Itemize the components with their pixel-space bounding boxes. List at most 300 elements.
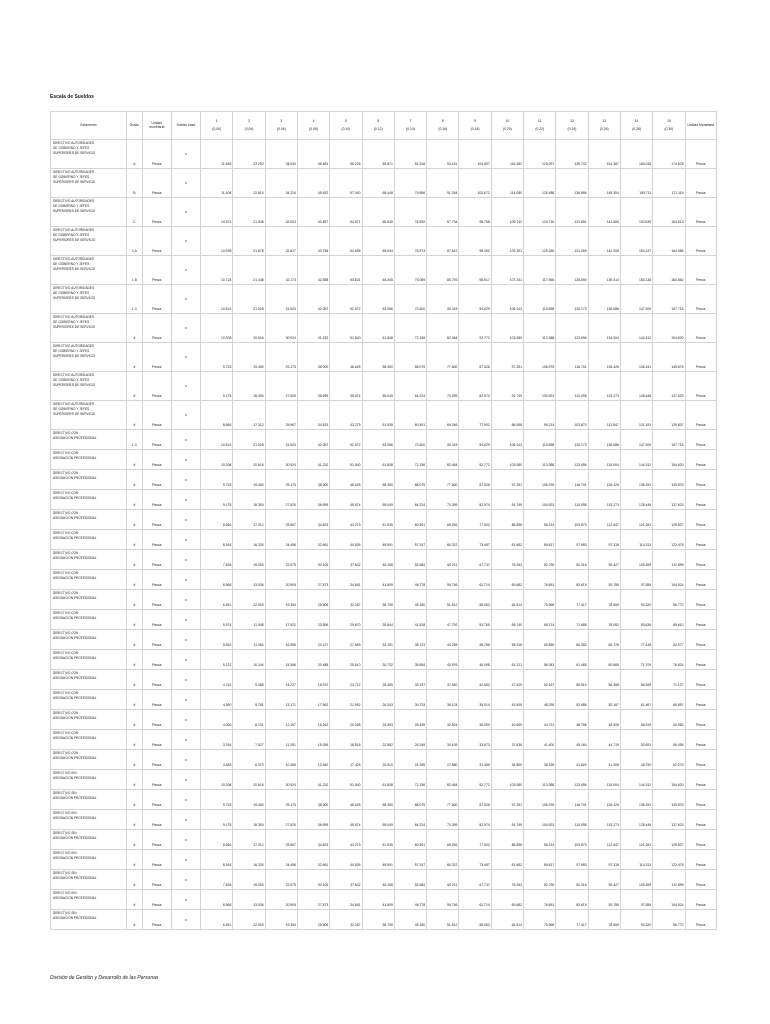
value-cell: 73.600: [394, 430, 426, 450]
estamento-line: ASIGNACION PROFESIONAL: [53, 596, 97, 600]
unidad-monetaria-end-cell: Pesos: [685, 630, 717, 650]
value-cell: 120.716: [524, 198, 556, 227]
estamento-line: SUPERIORES DE SERVICIO: [53, 354, 96, 358]
estamento-cell: [51, 570, 127, 590]
value-cell: 43.279: [330, 401, 362, 430]
value-cell: 6.451: [201, 590, 233, 610]
value-cell: 3.485: [201, 750, 233, 770]
table-row: [51, 650, 717, 670]
table-row: [51, 285, 717, 314]
value-cell: 122.478: [653, 850, 685, 870]
value-cell: 131.269: [556, 227, 588, 256]
grado-cell: #: [127, 830, 143, 850]
value-cell: 4.742: [201, 670, 233, 690]
value-cell: 48.786: [556, 710, 588, 730]
value-cell: 77.417: [556, 910, 588, 930]
value-cell: 9.175: [201, 810, 233, 830]
value-cell: 65.322: [427, 530, 459, 550]
value-cell: 56.343: [524, 650, 556, 670]
value-cell: 18.970: [297, 670, 329, 690]
value-cell: 163.033: [620, 140, 652, 169]
value-cell: 42.057: [297, 430, 329, 450]
table-row: [51, 256, 717, 285]
value-cell: 41.232: [297, 770, 329, 790]
sueldo-base-cell: #: [171, 750, 200, 770]
header-grado: Grado: [127, 112, 143, 140]
value-cell: 41.818: [394, 610, 426, 630]
value-cell: 11.845: [201, 140, 233, 169]
value-cell: 65.845: [362, 198, 394, 227]
value-cell: 58.350: [362, 790, 394, 810]
table-row: [51, 670, 717, 690]
value-cell: 90.316: [556, 870, 588, 890]
estamento-line: ASIGNACION PROFESIONAL: [53, 516, 97, 520]
value-cell: 36.699: [297, 490, 329, 510]
value-cell: 48.625: [330, 470, 362, 490]
value-cell: 128.448: [620, 372, 652, 401]
estamento-cell: [51, 490, 127, 510]
value-cell: 26.345: [394, 730, 426, 750]
value-cell: 84.115: [427, 430, 459, 450]
value-cell: 40.976: [427, 650, 459, 670]
value-cell: 60.850: [524, 630, 556, 650]
value-cell: 110.098: [556, 372, 588, 401]
value-cell: 112.895: [653, 870, 685, 890]
value-cell: 32.257: [330, 590, 362, 610]
value-cell: 20.616: [233, 770, 265, 790]
header-col-6: 6 (0,12): [362, 112, 394, 140]
estamento-line: DIRECTIVO CON: [53, 571, 79, 575]
estamento-cell: [51, 630, 127, 650]
sueldo-base-cell: #: [171, 470, 200, 490]
estamento-line: DIRECTIVO AUTORIDADES: [53, 257, 95, 261]
table-row: [51, 910, 717, 930]
value-cell: 92.798: [588, 570, 620, 590]
estamento-line: DIRECTIVO SIN: [53, 771, 77, 775]
value-cell: 100.923: [524, 810, 556, 830]
value-cell: 63.086: [362, 285, 394, 314]
value-cell: 52.684: [394, 870, 426, 890]
value-cell: 51.540: [330, 314, 362, 343]
value-cell: 54.871: [330, 198, 362, 227]
table-row: [51, 430, 717, 450]
value-cell: 49.786: [459, 630, 491, 650]
value-cell: 137.623: [653, 372, 685, 401]
table-row: [51, 690, 717, 710]
value-cell: 16.596: [265, 630, 297, 650]
sueldo-base-cell: #: [171, 343, 200, 372]
value-cell: 151.387: [588, 140, 620, 169]
value-cell: 16.330: [233, 850, 265, 870]
value-cell: 113.388: [524, 770, 556, 790]
estamento-line: SUPERIORES DE SERVICIO: [53, 151, 96, 155]
sueldo-base-cell: #: [171, 710, 200, 730]
value-cell: 134.004: [588, 450, 620, 470]
value-cell: 144.312: [620, 314, 652, 343]
table-row: [51, 510, 717, 530]
value-cell: 18.350: [233, 810, 265, 830]
sueldo-base-cell: #: [171, 770, 200, 790]
sueldo-base-cell: #: [171, 285, 200, 314]
value-cell: 136.151: [620, 470, 652, 490]
value-cell: 41.400: [524, 730, 556, 750]
value-cell: 25.967: [265, 830, 297, 850]
value-cell: 65.714: [524, 610, 556, 630]
value-cell: 81.652: [491, 530, 523, 550]
value-cell: 21.448: [233, 256, 265, 285]
value-cell: 92.772: [459, 450, 491, 470]
unidad-monetaria-cell: Pesos: [142, 490, 171, 510]
table-row: [51, 750, 717, 770]
value-cell: 73.399: [427, 372, 459, 401]
value-cell: 11.948: [233, 610, 265, 630]
value-cell: 56.358: [588, 670, 620, 690]
value-cell: 58.063: [459, 910, 491, 930]
value-cell: 126.426: [588, 343, 620, 372]
value-cell: 38.900: [297, 470, 329, 490]
value-cell: 126.172: [556, 285, 588, 314]
unidad-monetaria-end-cell: Pesos: [685, 810, 717, 830]
unidad-monetaria-end-cell: Pesos: [685, 850, 717, 870]
value-cell: 10.455: [265, 750, 297, 770]
value-cell: 171.119: [653, 169, 685, 198]
value-cell: 45.632: [297, 169, 329, 198]
table-row: [51, 850, 717, 870]
estamento-line: ASIGNACION PROFESIONAL: [53, 616, 97, 620]
estamento-line: DIRECTIVO CON: [53, 751, 79, 755]
value-cell: 19.450: [233, 790, 265, 810]
unidad-monetaria-end-cell: Pesos: [685, 314, 717, 343]
value-cell: 42.682: [459, 670, 491, 690]
value-cell: 22.582: [362, 730, 394, 750]
estamento-line: SUPERIORES DE SERVICIO: [53, 180, 96, 184]
unidad-monetaria-end-cell: Pesos: [685, 770, 717, 790]
value-cell: 60.868: [588, 650, 620, 670]
grado-cell: #: [127, 850, 143, 870]
unidad-monetaria-end-cell: Pesos: [685, 198, 717, 227]
value-cell: 72.156: [394, 770, 426, 790]
value-cell: 29.175: [265, 790, 297, 810]
estamento-line: DE GOBIERNO Y JEFES: [53, 349, 90, 353]
sueldo-base-cell: #: [171, 550, 200, 570]
value-cell: 13.940: [297, 750, 329, 770]
value-cell: 136.686: [588, 285, 620, 314]
value-cell: 61.848: [362, 314, 394, 343]
value-cell: 29.175: [265, 470, 297, 490]
value-cell: 93.161: [427, 140, 459, 169]
estamento-cell: [51, 730, 127, 750]
unidad-monetaria-end-cell: Pesos: [685, 690, 717, 710]
estamento-line: SUPERIORES DE SERVICIO: [53, 325, 96, 329]
header-col-12: 12 (0,24): [556, 112, 588, 140]
value-cell: 48.991: [362, 530, 394, 550]
value-cell: 45.158: [362, 870, 394, 890]
value-cell: 116.701: [556, 470, 588, 490]
table-row: [51, 730, 717, 750]
value-cell: 53.765: [459, 610, 491, 630]
value-cell: 55.049: [362, 810, 394, 830]
unidad-monetaria-cell: Pesos: [142, 169, 171, 198]
unidad-monetaria-cell: Pesos: [142, 870, 171, 890]
value-cell: 91.264: [427, 169, 459, 198]
value-cell: 42.898: [297, 256, 329, 285]
value-cell: 67.737: [459, 870, 491, 890]
sueldo-base-cell: #: [171, 227, 200, 256]
estamento-line: DIRECTIVO CON: [53, 671, 79, 675]
value-cell: 52.167: [588, 690, 620, 710]
value-cell: 19.354: [265, 590, 297, 610]
unidad-monetaria-end-cell: Pesos: [685, 530, 717, 550]
value-cell: 68.075: [394, 790, 426, 810]
estamento-line: ASIGNACION PROFESIONAL: [53, 496, 97, 500]
value-cell: 89.610: [653, 610, 685, 630]
estamento-line: ASIGNACION PROFESIONAL: [53, 796, 97, 800]
estamento-cell: [51, 750, 127, 770]
value-cell: 119.273: [588, 810, 620, 830]
value-cell: 32.524: [427, 710, 459, 730]
value-cell: 89.817: [524, 530, 556, 550]
value-cell: 78.082: [588, 610, 620, 630]
estamento-line: DE GOBIERNO Y JEFES: [53, 291, 90, 295]
value-cell: 27.525: [265, 372, 297, 401]
value-cell: 61.467: [620, 690, 652, 710]
estamento-cell: [51, 401, 127, 430]
unidad-monetaria-end-cell: Pesos: [685, 256, 717, 285]
value-cell: 102.672: [459, 169, 491, 198]
value-cell: 5.974: [201, 610, 233, 630]
value-cell: 110.098: [556, 810, 588, 830]
estamento-cell: [51, 285, 127, 314]
value-cell: 52.275: [653, 750, 685, 770]
value-cell: 72.156: [394, 314, 426, 343]
value-cell: 70.966: [524, 590, 556, 610]
value-cell: 84.115: [427, 285, 459, 314]
value-cell: 83.619: [556, 890, 588, 910]
unidad-monetaria-cell: Pesos: [142, 630, 171, 650]
value-cell: 82.574: [459, 810, 491, 830]
value-cell: 13.936: [233, 570, 265, 590]
value-cell: 87.794: [427, 198, 459, 227]
value-cell: 76.651: [524, 890, 556, 910]
value-cell: 64.345: [362, 256, 394, 285]
estamento-cell: [51, 227, 127, 256]
value-cell: 45.160: [394, 910, 426, 930]
table-row: [51, 343, 717, 372]
value-cell: 40.826: [330, 530, 362, 550]
value-cell: 64.224: [394, 490, 426, 510]
value-cell: 9.725: [201, 343, 233, 372]
value-cell: 52.691: [620, 730, 652, 750]
value-cell: 3.764: [201, 730, 233, 750]
value-cell: 150.138: [620, 256, 652, 285]
value-cell: 99.427: [588, 870, 620, 890]
value-cell: 34.850: [491, 750, 523, 770]
value-cell: 137.623: [653, 490, 685, 510]
value-cell: 160.862: [653, 256, 685, 285]
value-cell: 32.661: [297, 530, 329, 550]
unidad-monetaria-cell: Pesos: [142, 850, 171, 870]
value-cell: 77.800: [427, 470, 459, 490]
value-cell: 46.098: [459, 650, 491, 670]
value-cell: 164.613: [653, 198, 685, 227]
value-cell: 69.682: [491, 570, 523, 590]
grado-cell: #: [127, 710, 143, 730]
value-cell: 30.105: [297, 870, 329, 890]
value-cell: 73.399: [427, 810, 459, 830]
grado-cell: #: [127, 770, 143, 790]
sueldo-base-cell: #: [171, 140, 200, 169]
value-cell: 67.737: [459, 550, 491, 570]
unidad-monetaria-cell: Pesos: [142, 314, 171, 343]
value-cell: 83.619: [556, 570, 588, 590]
estamento-line: SUPERIORES DE SERVICIO: [53, 296, 96, 300]
estamento-line: DIRECTIVO CON: [53, 551, 79, 555]
value-cell: 10.939: [201, 227, 233, 256]
value-cell: 103.080: [491, 450, 523, 470]
value-cell: 59.740: [491, 610, 523, 630]
unidad-monetaria-cell: Pesos: [142, 830, 171, 850]
sueldo-base-cell: #: [171, 530, 200, 550]
estamento-cell: [51, 810, 127, 830]
unidad-monetaria-cell: Pesos: [142, 590, 171, 610]
unidad-monetaria-end-cell: Pesos: [685, 343, 717, 372]
estamento-cell: [51, 650, 127, 670]
value-cell: 40.655: [491, 710, 523, 730]
grado-cell: #: [127, 870, 143, 890]
value-cell: 106.976: [524, 470, 556, 490]
estamento-line: DE GOBIERNO Y JEFES: [53, 146, 90, 150]
value-cell: 52.572: [330, 430, 362, 450]
value-cell: 92.772: [459, 770, 491, 790]
value-cell: 60.211: [427, 870, 459, 890]
value-cell: 60.591: [394, 401, 426, 430]
estamento-line: DIRECTIVO CON: [53, 491, 79, 495]
value-cell: 61.848: [362, 450, 394, 470]
value-cell: 43.905: [491, 690, 523, 710]
estamento-line: ASIGNACION PROFESIONAL: [53, 836, 97, 840]
value-cell: 96.772: [653, 910, 685, 930]
unidad-monetaria-end-cell: Pesos: [685, 510, 717, 530]
value-cell: 38.723: [394, 630, 426, 650]
sueldo-base-cell: #: [171, 490, 200, 510]
value-cell: 60.983: [653, 710, 685, 730]
grado-cell: #: [127, 530, 143, 550]
value-cell: 122.478: [653, 530, 685, 550]
value-cell: 77.902: [459, 510, 491, 530]
estamento-line: SUPERIORES DE SERVICIO: [53, 412, 96, 416]
sueldo-base-cell: #: [171, 890, 200, 910]
value-cell: 73.399: [427, 490, 459, 510]
value-cell: 114.313: [620, 530, 652, 550]
value-cell: 66.725: [588, 630, 620, 650]
value-cell: 12.903: [233, 590, 265, 610]
header-col-14: 14 (0,28): [620, 112, 652, 140]
grado-cell: 1 C: [127, 430, 143, 450]
value-cell: 97.251: [491, 343, 523, 372]
value-cell: 71.137: [653, 670, 685, 690]
value-cell: 20.488: [297, 650, 329, 670]
value-cell: 30.733: [394, 690, 426, 710]
value-cell: 73.487: [459, 850, 491, 870]
unidad-monetaria-cell: Pesos: [142, 750, 171, 770]
value-cell: 75.263: [491, 870, 523, 890]
estamento-line: ASIGNACION PROFESIONAL: [53, 896, 97, 900]
value-cell: 9.485: [233, 670, 265, 690]
value-cell: 8.656: [201, 401, 233, 430]
value-cell: 116.701: [556, 343, 588, 372]
value-cell: 43.897: [297, 198, 329, 227]
value-cell: 52.684: [394, 550, 426, 570]
value-cell: 82.464: [427, 450, 459, 470]
unidad-monetaria-cell: Pesos: [142, 770, 171, 790]
value-cell: 103.080: [491, 314, 523, 343]
header-row: [51, 112, 717, 140]
sueldo-base-cell: #: [171, 670, 200, 690]
value-cell: 82.574: [459, 490, 491, 510]
grado-cell: #: [127, 750, 143, 770]
value-cell: 103.870: [556, 510, 588, 530]
value-cell: 8.656: [201, 510, 233, 530]
estamento-line: DIRECTIVO CON: [53, 431, 79, 435]
value-cell: 126.172: [556, 430, 588, 450]
value-cell: 96.772: [653, 590, 685, 610]
value-cell: 89.817: [524, 850, 556, 870]
value-cell: 21.028: [233, 430, 265, 450]
value-cell: 66.382: [556, 630, 588, 650]
estamento-line: DE GOBIERNO Y JEFES: [53, 320, 90, 324]
grado-cell: 1 C: [127, 285, 143, 314]
unidad-monetaria-cell: Pesos: [142, 430, 171, 450]
value-cell: 61.848: [362, 770, 394, 790]
estamento-cell: [51, 890, 127, 910]
header-col-1: 1 (0,00): [201, 112, 233, 140]
value-cell: 145.876: [653, 343, 685, 372]
value-cell: 98.768: [459, 198, 491, 227]
value-cell: 27.880: [427, 750, 459, 770]
value-cell: 105.369: [620, 870, 652, 890]
value-cell: 51.540: [330, 770, 362, 790]
header-unidad-monetaria: Unidad monetaria: [142, 112, 171, 140]
value-cell: 64.224: [394, 810, 426, 830]
value-cell: 62.714: [459, 890, 491, 910]
value-cell: 52.572: [330, 285, 362, 314]
value-cell: 157.715: [653, 430, 685, 450]
value-cell: 56.919: [620, 710, 652, 730]
grado-cell: #: [127, 343, 143, 372]
value-cell: 32.817: [265, 227, 297, 256]
value-cell: 29.870: [330, 610, 362, 630]
value-cell: 30.732: [362, 650, 394, 670]
value-cell: 48.778: [394, 890, 426, 910]
value-cell: 36.590: [459, 710, 491, 730]
estamento-line: SUPERIORES DE SERVICIO: [53, 267, 96, 271]
unidad-monetaria-cell: Pesos: [142, 140, 171, 169]
value-cell: 8.656: [201, 830, 233, 850]
value-cell: 22.127: [297, 630, 329, 650]
unidad-monetaria-cell: Pesos: [142, 730, 171, 750]
header-col-10: 10 (0,20): [491, 112, 523, 140]
value-cell: 139.742: [556, 140, 588, 169]
value-cell: 98.452: [459, 227, 491, 256]
value-cell: 24.496: [265, 530, 297, 550]
value-cell: 9.725: [201, 470, 233, 490]
grado-cell: #: [127, 650, 143, 670]
estamento-line: ASIGNACION PROFESIONAL: [53, 536, 97, 540]
value-cell: 25.967: [265, 401, 297, 430]
estamento-line: DIRECTIVO SIN: [53, 911, 77, 915]
estamento-line: ASIGNACION PROFESIONAL: [53, 576, 97, 580]
grado-cell: #: [127, 550, 143, 570]
